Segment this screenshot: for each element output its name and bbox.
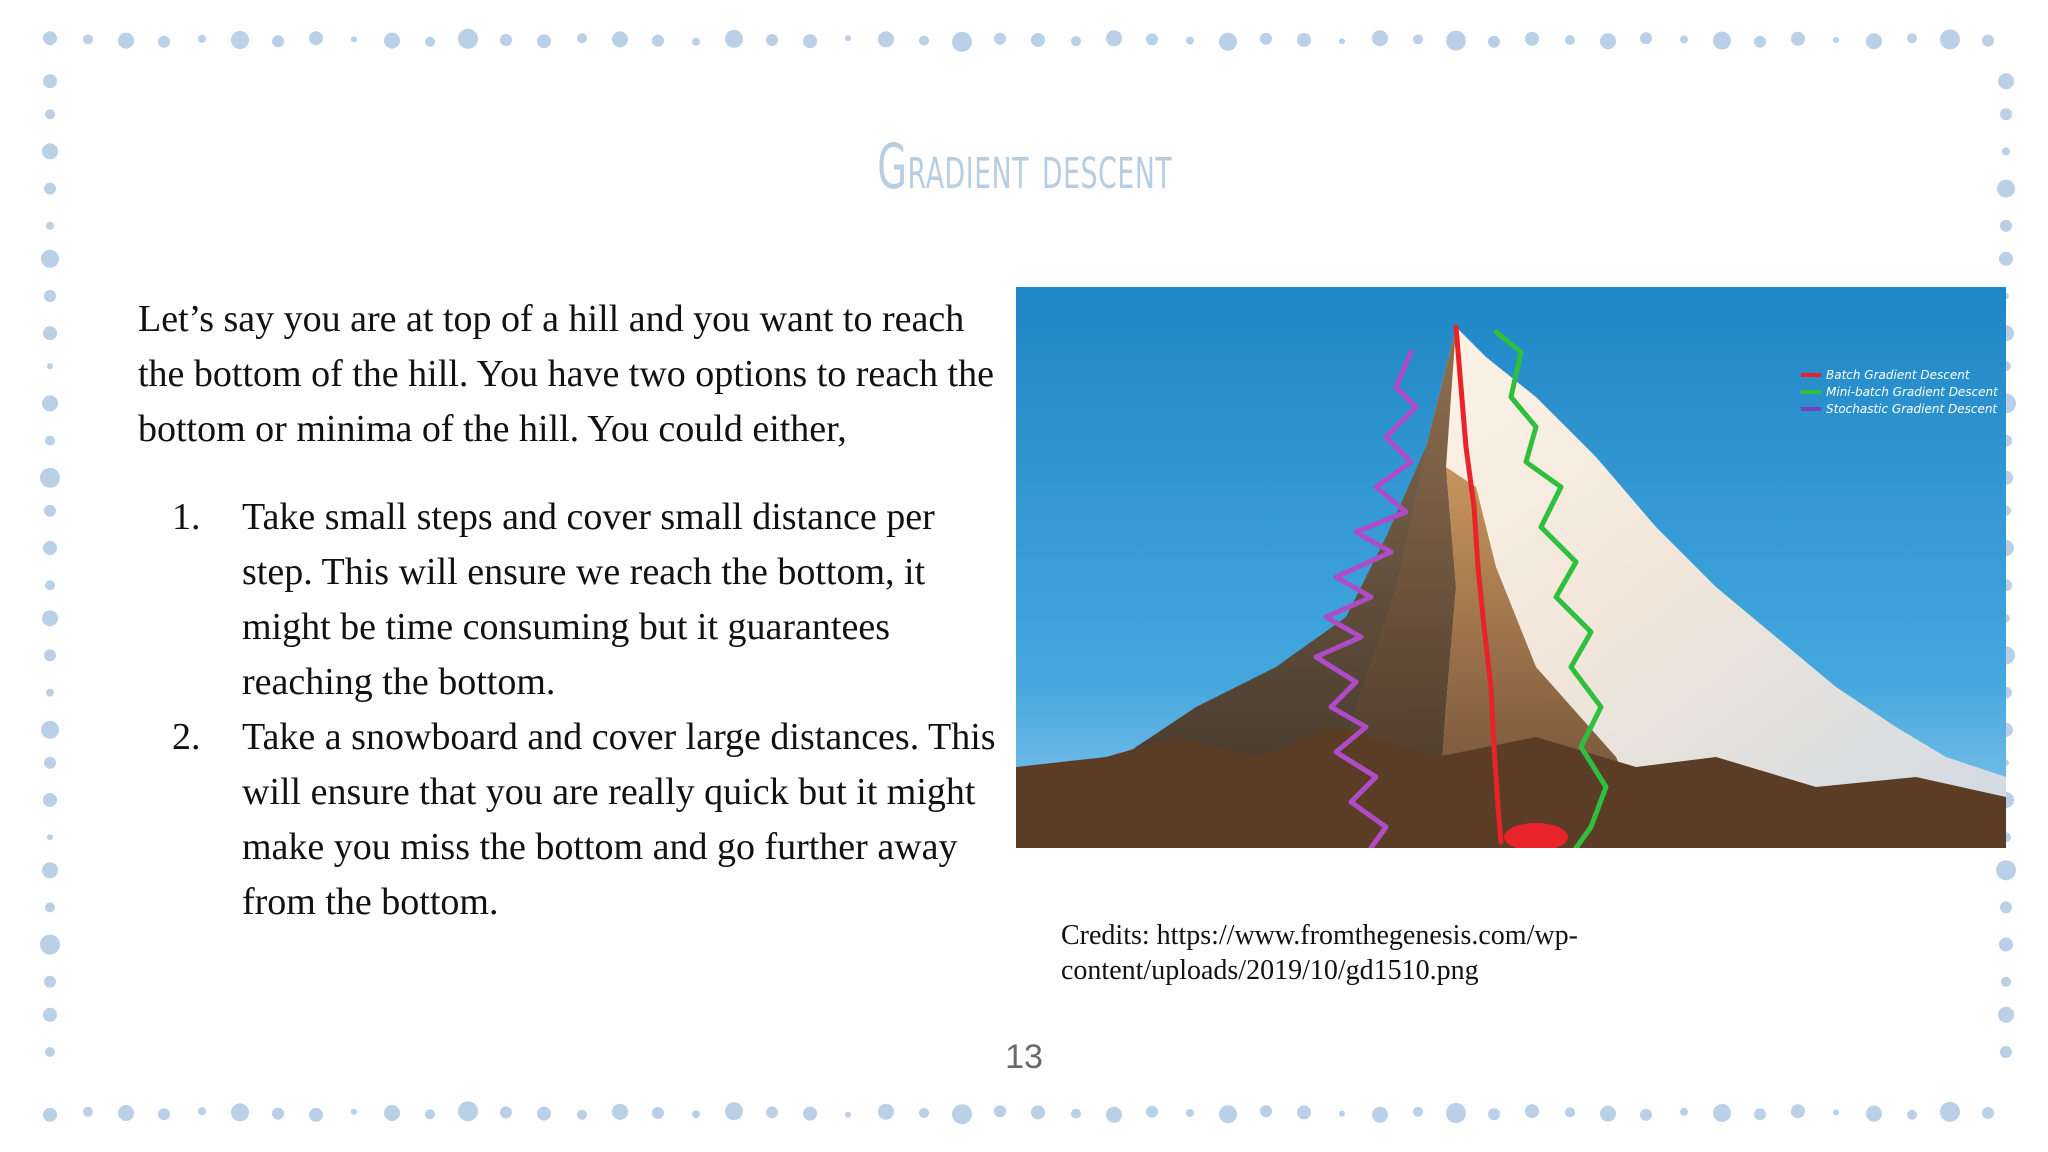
border-dot	[46, 222, 54, 230]
border-dot	[803, 34, 817, 48]
border-dot	[1339, 1111, 1345, 1117]
border-dot	[652, 35, 664, 47]
border-dot	[43, 1108, 57, 1122]
border-dot	[1372, 1107, 1388, 1123]
border-dot	[47, 834, 53, 840]
border-dot	[1996, 860, 2016, 880]
border-dot	[1565, 1107, 1575, 1117]
border-dot	[1640, 32, 1652, 44]
image-credits	[1061, 918, 1961, 988]
border-dot	[2000, 108, 2012, 120]
border-dot	[1106, 30, 1122, 46]
border-dot	[40, 935, 60, 955]
border-dot	[1071, 1109, 1081, 1119]
border-dot	[198, 1107, 206, 1115]
border-dot	[994, 1105, 1006, 1117]
border-dot	[43, 326, 57, 340]
border-dot	[47, 363, 53, 369]
border-dot	[1488, 1108, 1500, 1120]
border-dot	[42, 610, 58, 626]
border-dot	[1680, 35, 1688, 43]
border-dot	[1071, 36, 1081, 46]
border-dot	[44, 757, 56, 769]
legend-label: Batch Gradient Descent	[1826, 368, 1970, 382]
border-dot	[43, 541, 57, 555]
border-dot	[845, 1112, 851, 1118]
border-dot	[1446, 31, 1466, 51]
border-dot	[952, 32, 972, 52]
border-dot	[43, 1008, 57, 1022]
credits-line: content/uploads/2019/10/gd1510.png	[1061, 955, 1479, 986]
border-dot	[1260, 33, 1272, 45]
border-dot	[1982, 35, 1994, 47]
border-dot	[1940, 29, 1960, 49]
border-dot	[919, 1108, 929, 1118]
border-dot	[577, 33, 587, 43]
border-dot	[83, 34, 93, 44]
body-text	[138, 292, 998, 930]
border-dot	[158, 1108, 170, 1120]
border-dot	[1600, 33, 1616, 49]
border-dot	[1031, 1105, 1045, 1119]
border-dot	[1982, 1107, 1994, 1119]
border-dot	[1446, 1103, 1466, 1123]
border-dot	[1998, 1007, 2014, 1023]
border-dot	[231, 31, 249, 49]
border-dot	[1999, 252, 2013, 266]
option-number: 1.	[172, 496, 201, 538]
border-dot	[43, 31, 57, 45]
border-dot	[537, 34, 551, 48]
border-dot	[272, 35, 284, 47]
border-dot	[1297, 33, 1311, 47]
border-dot	[42, 143, 58, 159]
border-dot	[44, 290, 56, 302]
border-dot	[1754, 1108, 1766, 1120]
border-dot	[44, 976, 56, 988]
option-item	[138, 490, 998, 710]
border-dot	[43, 74, 57, 88]
border-dot	[45, 436, 55, 446]
border-dot	[44, 505, 56, 517]
legend	[1801, 368, 1999, 416]
border-dot	[1186, 37, 1194, 45]
border-dot	[1940, 1102, 1960, 1122]
border-dot	[919, 36, 929, 46]
border-dot	[198, 35, 206, 43]
border-dot	[1146, 1106, 1158, 1118]
border-dot	[2000, 220, 2012, 232]
border-dot	[309, 1108, 323, 1122]
border-dot	[1488, 36, 1500, 48]
border-dot	[1219, 33, 1237, 51]
border-dot	[766, 34, 778, 46]
border-dot	[41, 721, 59, 739]
border-dot	[845, 35, 851, 41]
border-dot	[44, 183, 56, 195]
border-dot	[1565, 35, 1575, 45]
border-dot	[803, 1107, 817, 1121]
slide-title: Gradient descent	[877, 130, 1173, 203]
border-dot	[878, 1104, 894, 1120]
border-dot	[1031, 33, 1045, 47]
border-dot	[878, 31, 894, 47]
border-dot	[46, 689, 54, 697]
border-dot	[1998, 73, 2014, 89]
legend-swatch	[1801, 373, 1821, 377]
border-dot	[44, 649, 56, 661]
border-dot	[2002, 147, 2010, 155]
border-dot	[652, 1107, 664, 1119]
page-number: 13	[1005, 1038, 1043, 1076]
border-dot	[1413, 34, 1423, 44]
border-dot	[1907, 1110, 1917, 1120]
border-dot	[43, 793, 57, 807]
border-dot	[1297, 1105, 1311, 1119]
legend-label: Stochastic Gradient Descent	[1826, 402, 1998, 416]
border-dot	[1186, 1109, 1194, 1117]
border-dot	[40, 468, 60, 488]
border-dot	[45, 109, 55, 119]
border-dot	[458, 29, 478, 49]
border-dot	[42, 395, 58, 411]
border-dot	[1833, 1109, 1839, 1115]
border-dot	[272, 1108, 284, 1120]
border-dot	[1907, 33, 1917, 43]
border-dot	[425, 37, 435, 47]
border-dot	[83, 1107, 93, 1117]
border-dot	[2001, 977, 2011, 987]
border-dot	[1525, 32, 1539, 46]
option-text: Take small steps and cover small distance per step. This will ensure we reach the bottom, it might be time consuming but it guarantees reaching the bottom.	[242, 496, 935, 703]
border-dot	[1866, 1106, 1882, 1122]
border-dot	[158, 36, 170, 48]
border-dot	[425, 1109, 435, 1119]
border-dot	[1640, 1109, 1652, 1121]
border-dot	[1997, 180, 2015, 198]
border-dot	[500, 34, 512, 46]
border-dot	[1791, 32, 1805, 46]
border-dot	[1372, 30, 1388, 46]
option-number: 2.	[172, 716, 201, 758]
border-dot	[351, 36, 357, 42]
border-dot	[384, 1105, 400, 1121]
border-dot	[1713, 32, 1731, 50]
border-dot	[1413, 1107, 1423, 1117]
legend-swatch	[1801, 407, 1821, 411]
border-dot	[45, 902, 55, 912]
border-dot	[1106, 1107, 1122, 1123]
border-dot	[118, 33, 134, 49]
border-dot	[537, 1107, 551, 1121]
border-dot	[1525, 1104, 1539, 1118]
option-item	[138, 710, 998, 930]
border-dot	[231, 1103, 249, 1121]
border-dot	[351, 1109, 357, 1115]
border-dot	[994, 33, 1006, 45]
options-list	[138, 490, 998, 930]
border-dot	[1219, 1105, 1237, 1123]
border-dot	[952, 1104, 972, 1124]
border-dot	[577, 1110, 587, 1120]
border-dot	[500, 1106, 512, 1118]
border-dot	[692, 1110, 700, 1118]
border-dot	[458, 1101, 478, 1121]
border-dot	[1754, 36, 1766, 48]
credits-line: Credits: https://www.fromthegenesis.com/wp-	[1061, 920, 1578, 951]
border-dot	[766, 1106, 778, 1118]
border-dot	[612, 1104, 628, 1120]
option-text: Take a snowboard and cover large distances. This will ensure that you are really quick but it might make you miss the bottom and go further away from the bottom.	[242, 716, 996, 923]
border-dot	[1600, 1106, 1616, 1122]
border-dot	[41, 250, 59, 268]
intro-paragraph: Let’s say you are at top of a hill and you want to reach the bottom of the hill. You have two options to reach the bottom or minima of the hill. You could either,	[138, 298, 994, 450]
border-dot	[1680, 1108, 1688, 1116]
border-dot	[2000, 901, 2012, 913]
legend-swatch	[1801, 390, 1821, 394]
border-dot	[1791, 1104, 1805, 1118]
border-dot	[384, 33, 400, 49]
border-dot	[725, 1102, 743, 1120]
border-dot	[1260, 1105, 1272, 1117]
border-dot	[42, 862, 58, 878]
border-dot	[725, 30, 743, 48]
border-dot	[692, 38, 700, 46]
border-dot	[309, 31, 323, 45]
border-dot	[1339, 38, 1345, 44]
border-dot	[118, 1105, 134, 1121]
mountain-gradient-descent-image	[1016, 287, 2006, 848]
border-dot	[1146, 33, 1158, 45]
border-dot	[1866, 33, 1882, 49]
border-dot	[1713, 1104, 1731, 1122]
legend-label: Mini-batch Gradient Descent	[1826, 385, 1998, 399]
border-dot	[1999, 938, 2013, 952]
border-dot	[45, 580, 55, 590]
border-dot	[1833, 37, 1839, 43]
border-dot	[612, 31, 628, 47]
